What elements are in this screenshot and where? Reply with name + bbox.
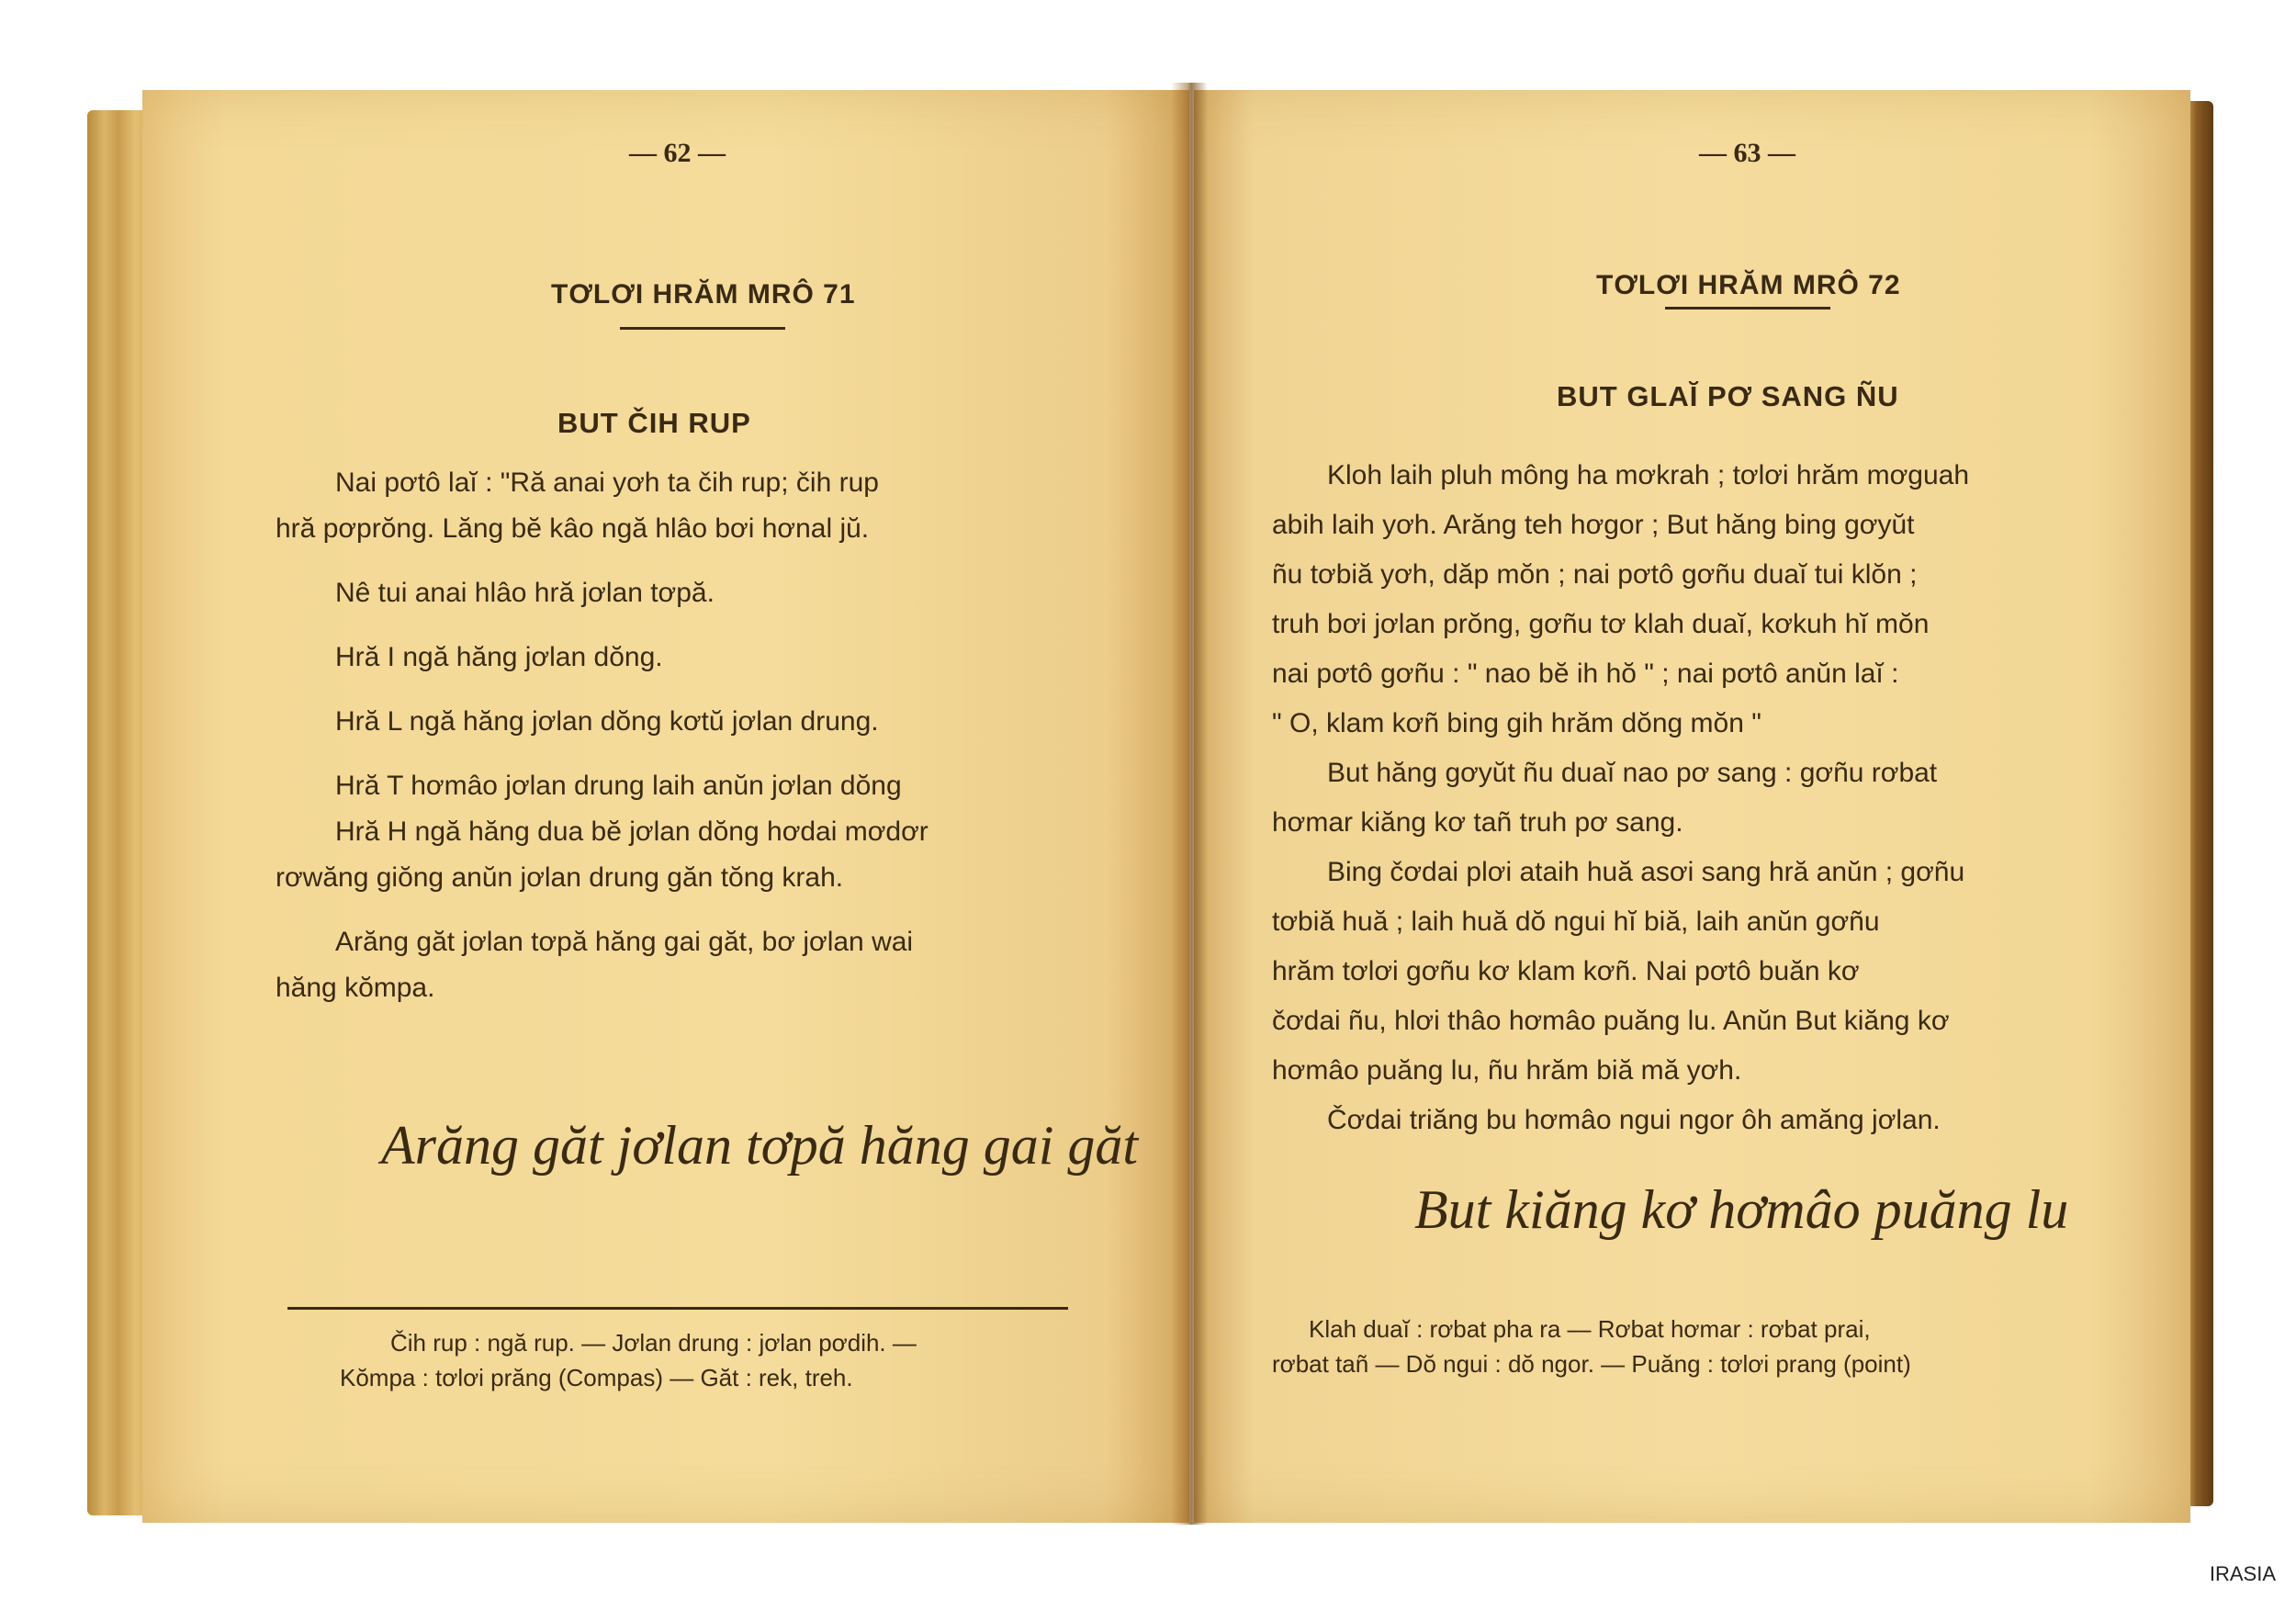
text-line: abih laih yơh. Arăng teh hơgor ; But hăng bing gơyŭt — [1272, 510, 1915, 540]
handwriting-line: Arăng găt jơlan tơpă hăng gai găt — [381, 1115, 1139, 1176]
heading-underline — [1665, 307, 1830, 310]
text-line: čơdai ñu, hlơi thâo hơmâo puăng lu. Anŭn But kiăng kơ — [1272, 1006, 1950, 1036]
book-gutter — [1171, 83, 1208, 1525]
text-line: hăng kŏmpa. — [276, 973, 435, 1003]
text-line: hrăm tơlơi gơñu kơ klam kơñ. Nai pơtô buăn kơ — [1272, 956, 1860, 986]
text-line: ñu tơbiă yơh, dăp mŏn ; nai pơtô gơñu duaĭ tui klŏn ; — [1272, 559, 1918, 590]
lesson-title: BUT ČIH RUP — [557, 407, 751, 439]
text-line: tơbiă huă ; laih huă dŏ ngui hĭ biă, laih anŭn gơñu — [1272, 906, 1880, 937]
text-line: Bing čơdai plơi ataih huă asơi sang hră anŭn ; gơñu — [1327, 857, 1965, 887]
page-number: — 63 — — [1699, 138, 1795, 168]
text-line: truh bơi jơlan prŏng, gơñu tơ klah duaĭ, kơkuh hĭ mŏn — [1272, 609, 1930, 639]
footnote: rơbat tañ — Dŏ ngui : dŏ ngor. — Puăng : tơlơi prang (point) — [1272, 1350, 1911, 1378]
page-number: — 62 — — [629, 138, 726, 168]
text-line: But hăng gơyŭt ñu duaĭ nao pơ sang : gơñu rơbat — [1327, 758, 1938, 788]
lesson-text — [1272, 451, 1969, 1145]
text-line: Kloh laih pluh mông ha mơkrah ; tơlơi hrăm mơguah — [1327, 460, 1970, 490]
text-line: Arăng găt jơlan tơpă hăng gai găt, bơ jơlan wai — [335, 927, 914, 957]
footnote: Klah duaĭ : rơbat pha ra — Rơbat hơmar : rơbat prai, — [1309, 1315, 1871, 1343]
footnote: Čih rup : ngă rup. — Jơlan drung : jơlan pơdih. — — [390, 1329, 917, 1357]
footnote: Kŏmpa : tơlơi prăng (Compas) — Găt : rek, treh. — [340, 1364, 853, 1391]
text-line: Hră T hơmâo jơlan drung laih anŭn jơlan dŏng — [335, 771, 902, 801]
text-line: nai pơtô gơñu : " nao bĕ ih hŏ " ; nai pơtô anŭn laĭ : — [1272, 659, 1899, 689]
text-line: Čơdai triăng bu hơmâo ngui ngor ôh amăng jơlan. — [1327, 1105, 1941, 1135]
text-line: hơmâo puăng lu, ñu hrăm biă mă yơh. — [1272, 1055, 1742, 1086]
text-line: rơwăng giŏng anŭn jơlan drung găn tŏng krah. — [276, 862, 844, 893]
text-line: Hră I ngă hăng jơlan dŏng. — [335, 642, 663, 672]
text-line: " O, klam kơñ bing gih hrăm dŏng mŏn " — [1272, 708, 1761, 738]
lesson-heading: TƠLƠI HRĂM MRÔ 72 — [1596, 270, 1901, 300]
text-line: Nai pơtô laĭ : "Ră anai yơh ta čih rup; čih rup — [335, 467, 879, 498]
lesson-heading: TƠLƠI HRĂM MRÔ 71 — [551, 279, 856, 310]
right-page — [1194, 90, 2190, 1523]
open-book — [87, 83, 2218, 1525]
text-line: Nê tui anai hlâo hră jơlan tơpă. — [335, 578, 715, 608]
credit-label: IRASIA — [2209, 1562, 2276, 1585]
left-page — [142, 90, 1189, 1523]
lesson-text — [276, 460, 929, 1011]
text-line: hơmar kiăng kơ tañ truh pơ sang. — [1272, 807, 1683, 838]
handwriting-line: But kiăng kơ hơmâo puăng lu — [1414, 1179, 2069, 1240]
footnote-rule — [287, 1307, 1068, 1310]
text-line: Hră H ngă hăng dua bĕ jơlan dŏng hơdai mơdơr — [335, 816, 929, 847]
text-line: Hră L ngă hăng jơlan dŏng kơtŭ jơlan drung. — [335, 706, 879, 737]
heading-underline — [620, 327, 785, 330]
text-line: hră pơprŏng. Lăng bĕ kâo ngă hlâo bơi hơnal jŭ. — [276, 513, 870, 544]
lesson-title: BUT GLAĬ PƠ SANG ÑU — [1557, 380, 1899, 412]
